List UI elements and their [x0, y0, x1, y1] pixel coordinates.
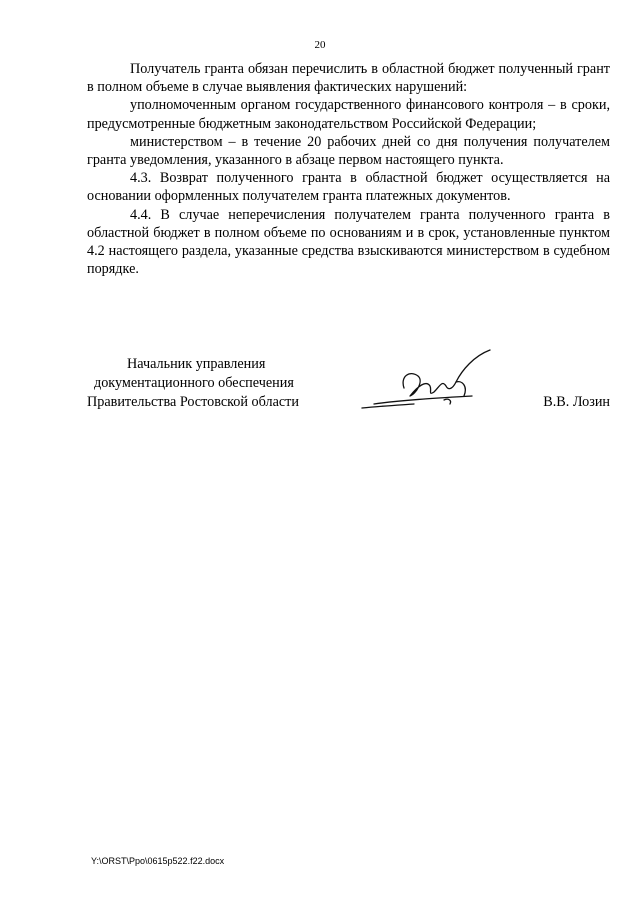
- paragraph-obligation: Получатель гранта обязан перечислить в областной бюджет полученный грант в полном объеме в случае выявления фактических нарушений:: [87, 61, 610, 96]
- document-body: [87, 60, 610, 278]
- paragraph-4-3: 4.3. Возврат полученного гранта в областной бюджет осуществляется на основании оформленных получателем гранта платежных документов.: [87, 170, 610, 205]
- paragraph-4-4: 4.4. В случае неперечисления получателем гранта полученного гранта в областной бюджет в полном объеме по основаниям и в срок, установленные пунктом 4.2 настоящего раздела, указанные средства взыскиваются министерством в судебном порядке.: [87, 206, 610, 278]
- handwritten-signature: [352, 346, 502, 416]
- signatory-title-line1: Начальник управления: [127, 356, 266, 372]
- paragraph-ministry: министерством – в течение 20 рабочих дней со дня получения получателем гранта уведомления, указанного в абзаце первом настоящего пункта.: [87, 133, 610, 169]
- page-number: 20: [314, 39, 326, 51]
- signatory-title-line2: документационного обеспечения: [94, 375, 294, 391]
- signatory-title-line3: Правительства Ростовской области: [87, 394, 299, 410]
- signature-block: [87, 355, 610, 415]
- file-path-footer: Y:\ORST\Ppo\0615p522.f22.docx: [91, 856, 225, 866]
- signatory-name: В.В. Лозин: [543, 394, 610, 410]
- paragraph-control-body: уполномоченным органом государственного финансового контроля – в сроки, предусмотренные бюджетным законодательством Российской Федерации;: [87, 97, 610, 132]
